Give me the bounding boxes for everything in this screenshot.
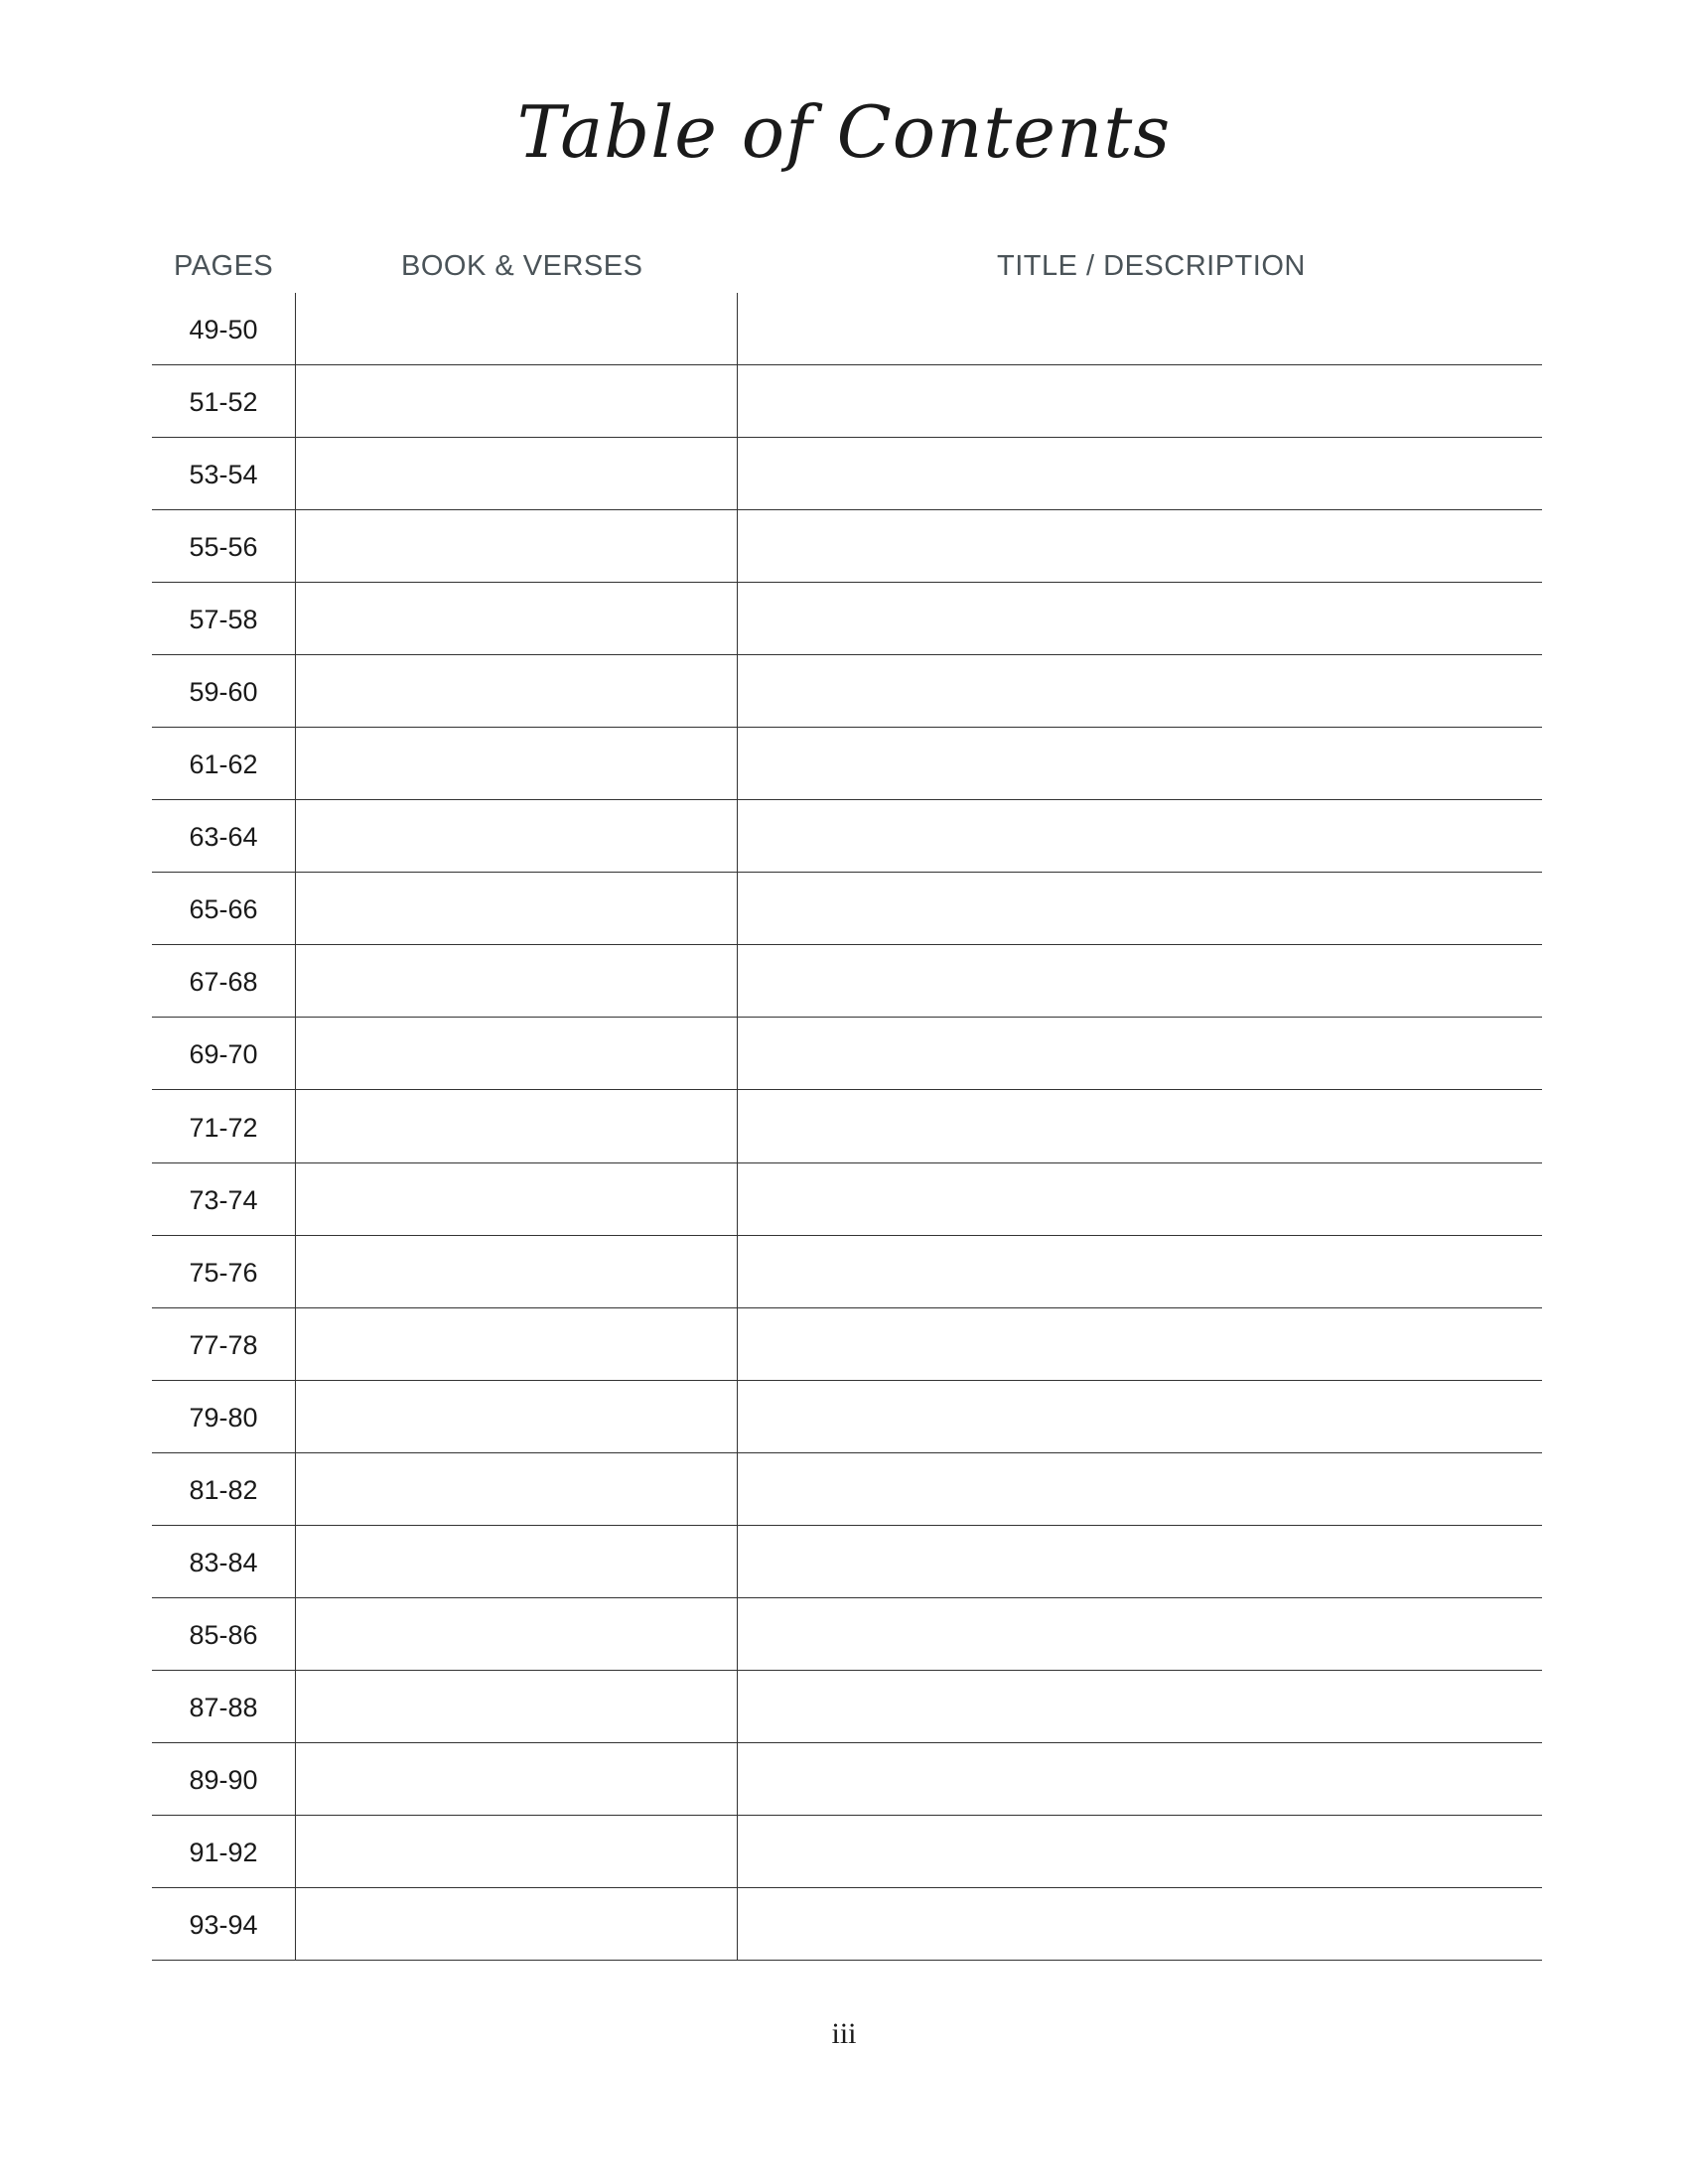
- table-row: [152, 294, 1542, 365]
- row-book-verses-cell: [296, 1309, 737, 1381]
- row-pages-cell: 63-64: [189, 822, 258, 853]
- row-pages-cell: 83-84: [189, 1547, 258, 1577]
- table-row: [152, 1889, 1542, 1961]
- column-header-book-verses: BOOK & VERSES: [401, 250, 643, 282]
- row-book-verses-cell: [296, 801, 737, 873]
- table-row: [152, 801, 1542, 873]
- row-pages-cell: 55-56: [189, 532, 258, 563]
- row-book-verses-cell: [296, 1454, 737, 1526]
- row-title-description-cell: [738, 656, 1542, 728]
- row-book-verses-cell: [296, 946, 737, 1018]
- row-title-description-cell: [738, 1309, 1542, 1381]
- row-book-verses-cell: [296, 1019, 737, 1090]
- column-header-pages: PAGES: [174, 250, 274, 282]
- table-row: [152, 874, 1542, 945]
- row-pages-cell: 75-76: [189, 1257, 258, 1288]
- row-pages-cell: 71-72: [189, 1112, 258, 1143]
- table-row: [152, 1309, 1542, 1381]
- table-row: [152, 1092, 1542, 1163]
- row-title-description-cell: [738, 874, 1542, 945]
- table-row: [152, 1817, 1542, 1888]
- row-book-verses-cell: [296, 1599, 737, 1671]
- row-title-description-cell: [738, 1527, 1542, 1598]
- row-title-description-cell: [738, 294, 1542, 365]
- table-row: [152, 1599, 1542, 1671]
- table-row: [152, 1237, 1542, 1308]
- row-book-verses-cell: [296, 1889, 737, 1961]
- table-row: [152, 1019, 1542, 1090]
- row-book-verses-cell: [296, 656, 737, 728]
- row-book-verses-cell: [296, 729, 737, 800]
- row-title-description-cell: [738, 1237, 1542, 1308]
- page-number: iii: [831, 2017, 857, 2050]
- table-row: [152, 584, 1542, 655]
- row-pages-cell: 93-94: [189, 1910, 258, 1940]
- row-title-description-cell: [738, 1599, 1542, 1671]
- table-row: [152, 729, 1542, 800]
- toc-table: [152, 293, 1542, 1961]
- row-pages-cell: 49-50: [189, 315, 258, 345]
- row-book-verses-cell: [296, 439, 737, 510]
- row-pages-cell: 69-70: [189, 1039, 258, 1070]
- row-pages-cell: 89-90: [189, 1764, 258, 1795]
- row-book-verses-cell: [296, 874, 737, 945]
- row-book-verses-cell: [296, 1744, 737, 1816]
- row-title-description-cell: [738, 1744, 1542, 1816]
- row-pages-cell: 73-74: [189, 1184, 258, 1215]
- table-row: [152, 366, 1542, 438]
- row-book-verses-cell: [296, 366, 737, 438]
- row-pages-cell: 65-66: [189, 894, 258, 925]
- row-title-description-cell: [738, 584, 1542, 655]
- table-row: [152, 1672, 1542, 1743]
- table-row: [152, 1744, 1542, 1816]
- table-row: [152, 511, 1542, 583]
- table-row: [152, 946, 1542, 1018]
- row-title-description-cell: [738, 1092, 1542, 1163]
- row-title-description-cell: [738, 801, 1542, 873]
- row-pages-cell: 81-82: [189, 1474, 258, 1505]
- row-pages-cell: 57-58: [189, 605, 258, 635]
- row-book-verses-cell: [296, 1817, 737, 1888]
- row-book-verses-cell: [296, 294, 737, 365]
- table-row: [152, 1164, 1542, 1236]
- row-pages-cell: 53-54: [189, 460, 258, 490]
- row-title-description-cell: [738, 1019, 1542, 1090]
- row-title-description-cell: [738, 1672, 1542, 1743]
- row-pages-cell: 77-78: [189, 1329, 258, 1360]
- row-pages-cell: 59-60: [189, 677, 258, 708]
- table-row: [152, 1527, 1542, 1598]
- row-title-description-cell: [738, 1889, 1542, 1961]
- row-book-verses-cell: [296, 1164, 737, 1236]
- row-book-verses-cell: [296, 1382, 737, 1453]
- row-book-verses-cell: [296, 1527, 737, 1598]
- table-row: [152, 1382, 1542, 1453]
- row-title-description-cell: [738, 1164, 1542, 1236]
- row-book-verses-cell: [296, 511, 737, 583]
- row-book-verses-cell: [296, 1237, 737, 1308]
- row-title-description-cell: [738, 511, 1542, 583]
- table-row: [152, 439, 1542, 510]
- row-pages-cell: 67-68: [189, 967, 258, 998]
- row-pages-cell: 51-52: [189, 387, 258, 418]
- row-title-description-cell: [738, 946, 1542, 1018]
- row-pages-cell: 61-62: [189, 750, 258, 780]
- row-pages-cell: 91-92: [189, 1837, 258, 1867]
- row-title-description-cell: [738, 1382, 1542, 1453]
- row-pages-cell: 85-86: [189, 1619, 258, 1650]
- row-pages-cell: 79-80: [189, 1402, 258, 1433]
- row-title-description-cell: [738, 1454, 1542, 1526]
- row-title-description-cell: [738, 366, 1542, 438]
- row-title-description-cell: [738, 1817, 1542, 1888]
- page-title: Table of Contents: [516, 90, 1172, 174]
- row-book-verses-cell: [296, 1672, 737, 1743]
- row-title-description-cell: [738, 439, 1542, 510]
- column-header-title-description: TITLE / DESCRIPTION: [997, 250, 1306, 282]
- table-row: [152, 1454, 1542, 1526]
- row-title-description-cell: [738, 729, 1542, 800]
- table-row: [152, 656, 1542, 728]
- row-pages-cell: 87-88: [189, 1692, 258, 1722]
- row-book-verses-cell: [296, 1092, 737, 1163]
- row-book-verses-cell: [296, 584, 737, 655]
